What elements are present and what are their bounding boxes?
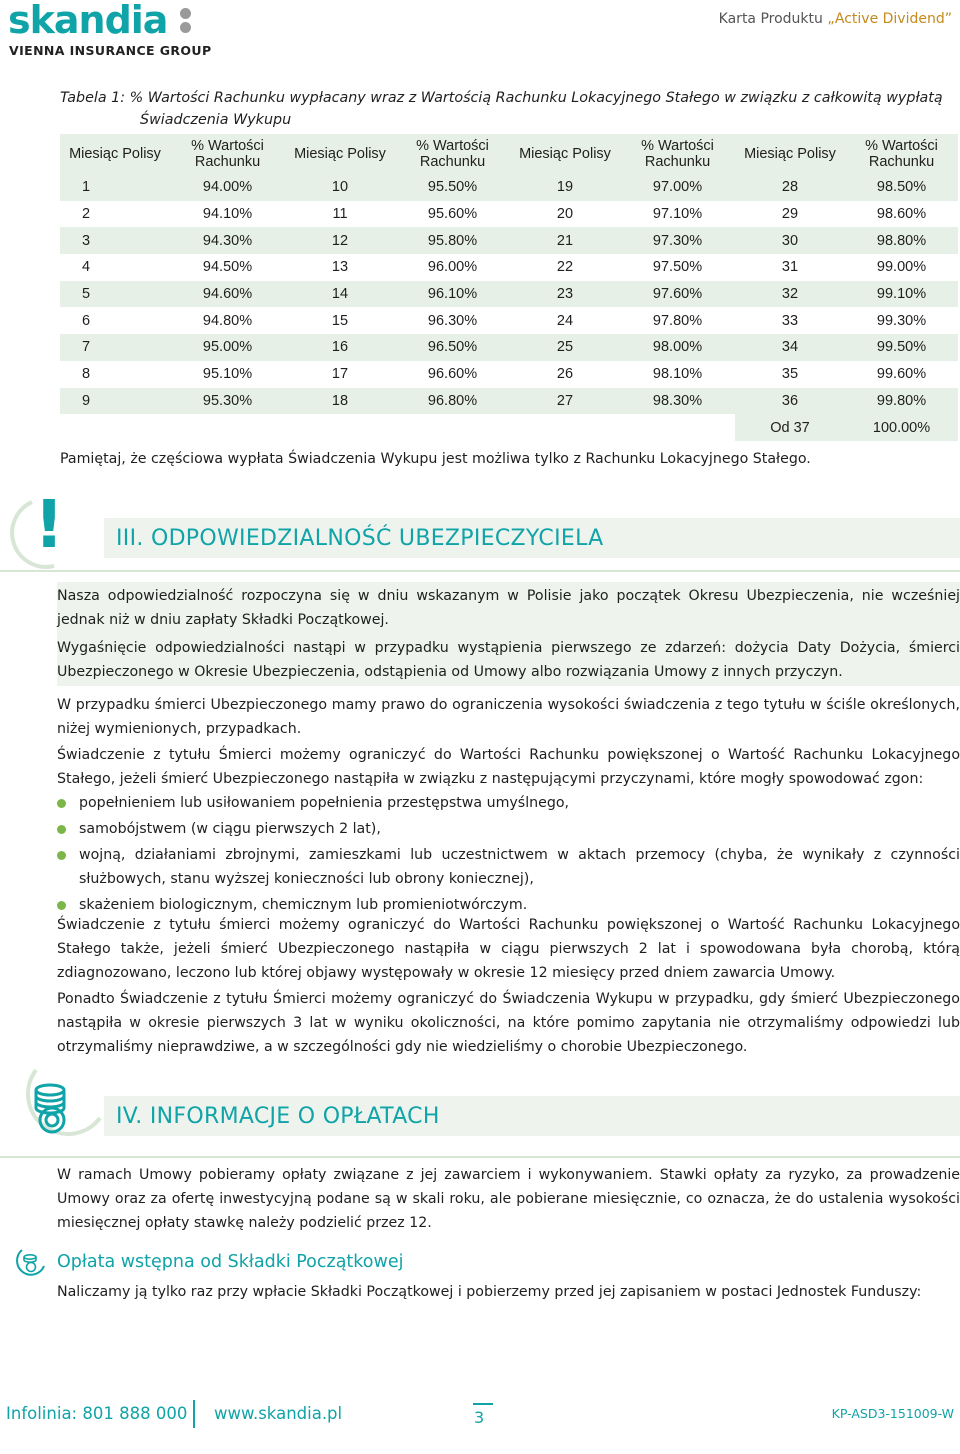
exclamation-glyph: ! — [34, 486, 65, 563]
table-row — [60, 307, 958, 334]
table-cell: 96.10% — [395, 281, 510, 308]
header-value-line1: % Wartości — [641, 138, 714, 154]
page-number-rule — [473, 1403, 493, 1405]
logo-wordmark: skandia — [8, 0, 168, 42]
table-cell: 15 — [285, 307, 395, 334]
list-item-text: popełnieniem lub usiłowaniem popełnienia przestępstwa umyślnego, — [79, 795, 570, 811]
exclamation-icon — [6, 488, 98, 570]
table-cell: 97.50% — [620, 254, 735, 281]
table-cell: 35 — [735, 361, 845, 388]
table-cell: 20 — [510, 201, 620, 228]
section3-body — [57, 693, 960, 791]
section3-body-2 — [57, 913, 960, 1059]
table-cell: 95.10% — [170, 361, 285, 388]
header-value-line2: Rachunku — [868, 154, 935, 170]
header-month: Miesiąc Polisy — [285, 134, 395, 174]
table-cell: 96.00% — [395, 254, 510, 281]
header-month: Miesiąc Polisy — [735, 134, 845, 174]
table-cell: 98.30% — [620, 388, 735, 415]
table-row — [60, 201, 958, 228]
table-cell: 95.60% — [395, 201, 510, 228]
table-cell: 94.30% — [170, 227, 285, 254]
table-cell: 100.00% — [845, 414, 958, 441]
table-cell: 34 — [735, 334, 845, 361]
list-item — [57, 817, 960, 841]
table-cell: 96.30% — [395, 307, 510, 334]
table-row — [60, 227, 958, 254]
table-cell: 27 — [510, 388, 620, 415]
table-cell: 95.80% — [395, 227, 510, 254]
header-month: Miesiąc Polisy — [60, 134, 170, 174]
list-item — [57, 791, 960, 815]
table-cell: 31 — [735, 254, 845, 281]
table-cell: 24 — [510, 307, 620, 334]
table-cell: 4 — [60, 254, 170, 281]
skandia-logo — [6, 0, 212, 58]
coins-small-icon — [12, 1246, 48, 1278]
table-cell-empty — [285, 414, 395, 441]
table-cell: 5 — [60, 281, 170, 308]
header-value-line1: % Wartości — [191, 138, 264, 154]
table-cell: 94.50% — [170, 254, 285, 281]
table-row — [60, 361, 958, 388]
table-cell: 33 — [735, 307, 845, 334]
table-cell-empty — [170, 414, 285, 441]
header-value-line1: % Wartości — [416, 138, 489, 154]
fee-subtitle: Opłata wstępna od Składki Początkowej — [57, 1252, 404, 1272]
table-cell: 96.80% — [395, 388, 510, 415]
header-value-line2: Rachunku — [194, 154, 261, 170]
table-cell: 11 — [285, 201, 395, 228]
table-cell: 98.80% — [845, 227, 958, 254]
bullet-icon — [57, 901, 66, 910]
table-cell: 99.60% — [845, 361, 958, 388]
section3-paragraph: W przypadku śmierci Ubezpieczonego mamy prawo do ograniczenia wysokości świadczenia z tego tytułu w ściśle określonych, niżej wymienionych, przypadkach. — [57, 697, 960, 737]
header-value-line2: Rachunku — [419, 154, 486, 170]
section3-divider — [0, 570, 960, 572]
table-cell: 97.80% — [620, 307, 735, 334]
section4-paragraph: W ramach Umowy pobieramy opłaty związane z jej zawarciem i wykonywaniem. Stawki opłaty za ryzyko, za prowadzenie Umowy oraz za ofertę inwestycyjną podane są w skali roku, ale pobierane miesięcznie, co oznacza, że do ustalenia wysokości miesięcznej opłaty stawkę należy podzielić przez 12. — [57, 1167, 960, 1231]
table-cell: 97.30% — [620, 227, 735, 254]
section3-paragraph: Świadczenie z tytułu śmierci możemy ograniczyć do Wartości Rachunku powiększonej o Wartość Rachunku Lokacyjnego Stałego także, jeżeli śmierć Ubezpieczonego nastąpiła w ciągu pierwszych 2 lat i spowodowana była chorobą, którą zdiagnozowano, leczono lub której objawy występowały w okresie 12 miesięcy przed dniem zawarcia Umowy. — [57, 917, 960, 981]
table-cell: 94.80% — [170, 307, 285, 334]
table-caption-line2: Świadczenia Wykupu — [140, 112, 292, 128]
header-value — [620, 134, 735, 174]
table-cell: 94.10% — [170, 201, 285, 228]
table-cell: 1 — [60, 174, 170, 201]
product-prefix: Karta Produktu — [718, 11, 828, 27]
table-row-last — [60, 414, 958, 441]
section3-title: III. ODPOWIEDZIALNOŚĆ UBEZPIECZYCIELA — [116, 526, 604, 551]
section3-paragraph: Świadczenie z tytułu Śmierci możemy ograniczyć do Wartości Rachunku powiększonej o Wartość Rachunku Lokacyjnego Stałego, jeżeli śmierć Ubezpieczonego nastąpiła w związku z następującymi przyczynami, które mogły spowodować zgon: — [57, 747, 960, 787]
death-cause-list — [57, 791, 960, 919]
fee-subtitle-text — [57, 1280, 960, 1304]
section4-body — [57, 1163, 960, 1235]
website-link[interactable]: www.skandia.pl — [214, 1404, 343, 1423]
section3-paragraph: Wygaśnięcie odpowiedzialności nastąpi w przypadku wystąpienia pierwszego ze zdarzeń: dożycia Daty Dożycia, śmierci Ubezpieczonego w Okresie Ubezpieczenia, odstąpienia od Umowy albo rozwiązania Umowy z innych przyczyn. — [57, 640, 960, 680]
table-cell: 6 — [60, 307, 170, 334]
list-item-text: samobójstwem (w ciągu pierwszych 2 lat), — [79, 821, 381, 837]
table-cell: 95.00% — [170, 334, 285, 361]
table-row — [60, 334, 958, 361]
section4-divider — [0, 1156, 960, 1158]
logo-dot-icon — [180, 22, 191, 33]
remember-note: Pamiętaj, że częściowa wypłata Świadczenia Wykupu jest możliwa tylko z Rachunku Lokacyjnego Stałego. — [60, 451, 811, 467]
table-caption-line1: Tabela 1: % Wartości Rachunku wypłacany wraz z Wartością Rachunku Lokacyjnego Stałego w związku z całkowitą wypłatą — [60, 90, 943, 106]
helpline-text: Infolinia: 801 888 000 — [6, 1404, 188, 1423]
table-cell: 21 — [510, 227, 620, 254]
table-row — [60, 254, 958, 281]
table-cell: 98.60% — [845, 201, 958, 228]
table-cell: 29 — [735, 201, 845, 228]
list-item-text: skażeniem biologicznym, chemicznym lub promieniotwórczym. — [79, 897, 528, 913]
table-cell: 96.60% — [395, 361, 510, 388]
table-cell: 95.30% — [170, 388, 285, 415]
table-cell: 94.60% — [170, 281, 285, 308]
table-cell: 2 — [60, 201, 170, 228]
header-value-line2: Rachunku — [644, 154, 711, 170]
table-row — [60, 388, 958, 415]
table-cell: 18 — [285, 388, 395, 415]
table-cell: 25 — [510, 334, 620, 361]
header-value — [170, 134, 285, 174]
header-value — [395, 134, 510, 174]
table-header-row — [60, 134, 958, 174]
table-cell: 97.00% — [620, 174, 735, 201]
table-cell: 9 — [60, 388, 170, 415]
section3-shaded-block — [57, 582, 960, 686]
section3-paragraph: Nasza odpowiedzialność rozpoczyna się w dniu wskazanym w Polisie jako początek Okresu Ubezpieczenia, nie wcześniej jednak niż w dniu zapłaty Składki Początkowej. — [57, 588, 960, 628]
table-cell: 16 — [285, 334, 395, 361]
table-cell: 28 — [735, 174, 845, 201]
table-cell: 32 — [735, 281, 845, 308]
table-cell-empty — [620, 414, 735, 441]
logo-subtitle: VIENNA INSURANCE GROUP — [9, 43, 212, 58]
bullet-icon — [57, 851, 66, 860]
table-cell: 97.10% — [620, 201, 735, 228]
product-label — [719, 11, 952, 27]
logo-dot-icon — [180, 8, 191, 19]
bullet-icon — [57, 799, 66, 808]
section3-paragraph: Ponadto Świadczenie z tytułu Śmierci możemy ograniczyć do Świadczenia Wykupu w przypadku, gdy śmierć Ubezpieczonego nastąpiła w okresie pierwszych 3 lat w wyniku okoliczności, na które pomimo zapytania nie otrzymaliśmy odpowiedzi lub otrzymaliśmy nieprawdziwe, a w szczególności gdy nie wiedzieliśmy o chorobie Ubezpieczonego. — [57, 991, 960, 1055]
table-cell: 10 — [285, 174, 395, 201]
header-value-line1: % Wartości — [865, 138, 938, 154]
table-cell: 99.10% — [845, 281, 958, 308]
table-cell: 99.80% — [845, 388, 958, 415]
table-cell: 99.30% — [845, 307, 958, 334]
table-cell: 98.10% — [620, 361, 735, 388]
table-cell-empty — [60, 414, 170, 441]
table-cell: 98.50% — [845, 174, 958, 201]
table-cell: 99.50% — [845, 334, 958, 361]
document-code: KP-ASD3-151009-W — [831, 1406, 954, 1421]
table-cell-empty — [510, 414, 620, 441]
table-cell: 19 — [510, 174, 620, 201]
table-cell-empty — [395, 414, 510, 441]
table-cell: 95.50% — [395, 174, 510, 201]
table-cell: 94.00% — [170, 174, 285, 201]
table-cell: 8 — [60, 361, 170, 388]
table-cell: Od 37 — [735, 414, 845, 441]
table-cell: 96.50% — [395, 334, 510, 361]
bullet-icon — [57, 825, 66, 834]
coins-icon — [6, 1062, 106, 1154]
table-cell: 23 — [510, 281, 620, 308]
table-cell: 22 — [510, 254, 620, 281]
table-row — [60, 174, 958, 201]
product-name: „Active Dividend” — [827, 11, 952, 27]
table-cell: 14 — [285, 281, 395, 308]
header-month: Miesiąc Polisy — [510, 134, 620, 174]
table-cell: 7 — [60, 334, 170, 361]
table-row — [60, 281, 958, 308]
table-cell: 36 — [735, 388, 845, 415]
list-item-text: wojną, działaniami zbrojnymi, zamieszkami lub uczestnictwem w aktach przemocy (chyba, że wynikały z czynności służbowych, stanu wyższej konieczności lub obrony koniecznej), — [79, 847, 960, 887]
footer-divider — [193, 1400, 195, 1428]
table-cell: 30 — [735, 227, 845, 254]
table-cell: 26 — [510, 361, 620, 388]
table-cell: 3 — [60, 227, 170, 254]
header-value — [845, 134, 958, 174]
table-cell: 97.60% — [620, 281, 735, 308]
page-number: 3 — [474, 1408, 485, 1427]
list-item — [57, 843, 960, 891]
section4-paragraph: Naliczamy ją tylko raz przy wpłacie Składki Początkowej i pobierzemy przed jej zapisaniem w postaci Jednostek Funduszy: — [57, 1284, 922, 1300]
table-cell: 99.00% — [845, 254, 958, 281]
table-caption — [60, 87, 960, 131]
table-cell: 12 — [285, 227, 395, 254]
table-cell: 98.00% — [620, 334, 735, 361]
surrender-value-table — [60, 134, 958, 441]
section4-title: IV. INFORMACJE O OPŁATACH — [116, 1104, 440, 1129]
table-cell: 13 — [285, 254, 395, 281]
page-footer — [0, 1396, 960, 1436]
table-cell: 17 — [285, 361, 395, 388]
